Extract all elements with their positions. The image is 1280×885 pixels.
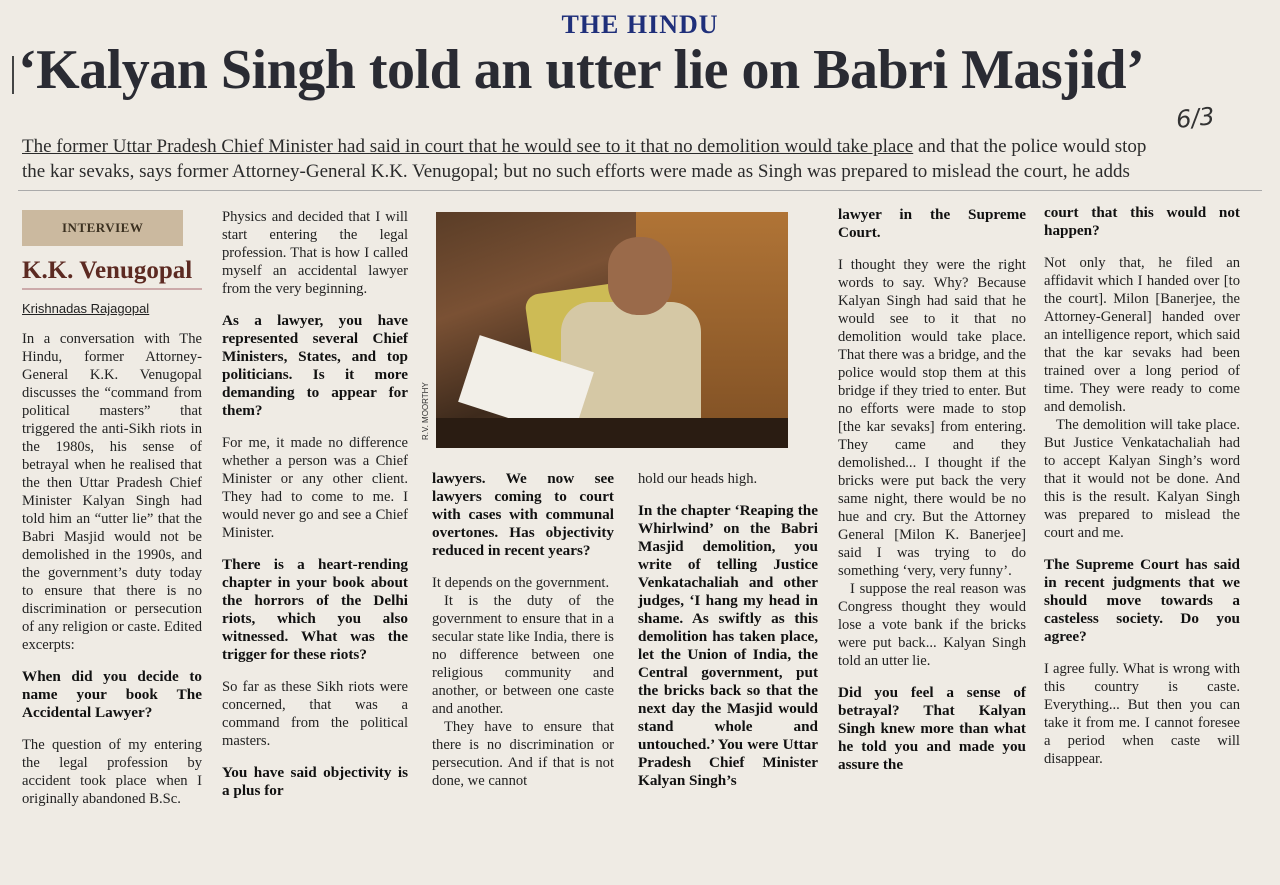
- answer-1-start: The question of my entering the legal profession by accident took place when I originally abandoned B.Sc.: [22, 737, 202, 807]
- deck-line-1: [22, 134, 1262, 159]
- question-6-end: court that this would not happen?: [1044, 204, 1240, 239]
- photo-kk-venugopal: [436, 212, 788, 448]
- column-3: [432, 470, 614, 790]
- answer-4-end: hold our heads high.: [638, 471, 758, 487]
- answer-1-end: Physics and decided that I will start entering the legal profession. That is how I called myself an accidental lawyer from the very beginning.: [222, 209, 408, 297]
- question-1: When did you decide to name your book The Accidental Lawyer?: [22, 668, 202, 721]
- question-7: The Supreme Court has said in recent judgments that we should move towards a casteless society. Do you agree?: [1044, 556, 1240, 645]
- answer-7: I agree fully. What is wrong with this country is caste. Everything... But then you can take it from me. I cannot foresee a period when caste will disappear.: [1044, 661, 1240, 767]
- answer-4-a: It depends on the government.: [432, 575, 610, 591]
- answer-6-a: Not only that, he filed an affidavit which I handed over [to the court]. Milon [Banerjee, the Attorney-General] handed over an intelligence report, which said that the kar sevaks had been trained over a long period of time. They were ready to come and demolish.: [1044, 255, 1240, 415]
- deck-underlined-text: The former Uttar Pradesh Chief Minister had said in court that he would see to it that no demolition would take place: [22, 136, 914, 157]
- handwritten-note: 6/3: [1174, 102, 1216, 134]
- headline-bar: [12, 56, 14, 94]
- question-4-end: lawyers. We now see lawyers coming to court with cases with communal overtones. Has objectivity reduced in recent years?: [432, 470, 614, 559]
- answer-6-b: The demolition will take place. But Justice Venkatachaliah had to accept Kalyan Singh’s word that it would not be done. And this is the result. Kalyan Singh was prepared to mislead the court and me.: [1044, 417, 1240, 541]
- answer-2: For me, it made no difference whether a person was a Chief Minister or any other client. They had to come to me. I would never go and see a Chief Minister.: [222, 435, 408, 541]
- column-4: [638, 470, 818, 790]
- answer-4-c: They have to ensure that there is no discrimination or persecution. And if that is not done, we cannot: [432, 719, 614, 789]
- question-5: In the chapter ‘Reaping the Whirlwind’ on the Babri Masjid demolition, you write of telling Justice Venkatachaliah and other judges, ‘I hang my head in shame. As swiftly as this demolition has taken place, let the Union of India, the Central government, put the bricks back so that the next day the Masjid would stand whole and untouched.’ You were Uttar Pradesh Chief Minister Kalyan Singh’s: [638, 502, 818, 789]
- byline: Krishnadas Rajagopal: [22, 301, 150, 316]
- photo-table: [436, 418, 788, 448]
- answer-4-b: It is the duty of the government to ensure that in a secular state like India, there is no difference between one religious community and another, or between one caste and another.: [432, 593, 614, 717]
- column-2: [222, 208, 408, 800]
- headline-text: ‘Kalyan Singh told an utter lie on Babri Masjid’: [18, 39, 1145, 101]
- answer-3: So far as these Sikh riots were concerned, that was a command from the political masters.: [222, 679, 408, 749]
- column-6: [1044, 204, 1240, 768]
- question-5-end: lawyer in the Supreme Court.: [838, 206, 1026, 241]
- name-rule: [22, 288, 202, 290]
- question-3: There is a heart-rending chapter in your book about the horrors of the Delhi riots, which you also witnessed. What was the trigger for these riots?: [222, 556, 408, 663]
- divider: [18, 190, 1262, 191]
- answer-5-a: I thought they were the right words to say. Why? Because Kalyan Singh had said that he would see to it that no demolition would take place. That there was a bridge, and the police would stop them at this bridge if they tried to enter. But no efforts were made to stop [the kar sevaks] from entering. They came and they demolished... I thought if the bricks were put back the very same night, there would be no hue and cry. But the Attorney General [Milon K. Banerjee] said I was trying to do something ‘very, very funny’.: [838, 257, 1026, 579]
- intro-paragraph: In a conversation with The Hindu, former Attorney-General K.K. Venugopal discusses the “command from political masters” that triggered the anti-Sikh riots in the 1980s, his sense of betrayal when he realised that the then Uttar Pradesh Chief Minister Kalyan Singh had told him an “utter lie” that the Babri Masjid would not be demolished in the 1990s, and the government’s duty today to ensure that there is no discrimination or persecution of any religion or caste. Edited excerpts:: [22, 331, 202, 653]
- column-1: [22, 210, 202, 808]
- answer-5-b: I suppose the real reason was Congress thought they would lose a vote bank if the bricks were put back... Kalyan Singh told an utter lie.: [838, 581, 1026, 669]
- column-5: [838, 206, 1026, 774]
- photo-credit: R.V. MOORTHY: [421, 382, 430, 440]
- masthead: THE HINDU: [561, 10, 719, 39]
- deck-line-1-rest: and that the police would stop: [913, 136, 1147, 157]
- deck-line-2: the kar sevaks, says former Attorney-General K.K. Venugopal; but no such efforts were made as Singh was prepared to mislead the court, he adds: [22, 161, 1130, 182]
- headline: [18, 38, 1144, 102]
- interview-tag: INTERVIEW: [22, 210, 183, 246]
- photo-figure-head: [608, 237, 672, 315]
- interviewee-name: K.K. Venugopal: [22, 257, 193, 284]
- question-2: As a lawyer, you have represented several Chief Ministers, States, and top politicians. Is it more demanding to appear for them?: [222, 312, 408, 419]
- deck: [22, 134, 1262, 184]
- question-6: Did you feel a sense of betrayal? That Kalyan Singh knew more than what he told you and made you assure the: [838, 684, 1026, 773]
- question-4-start: You have said objectivity is a plus for: [222, 764, 408, 799]
